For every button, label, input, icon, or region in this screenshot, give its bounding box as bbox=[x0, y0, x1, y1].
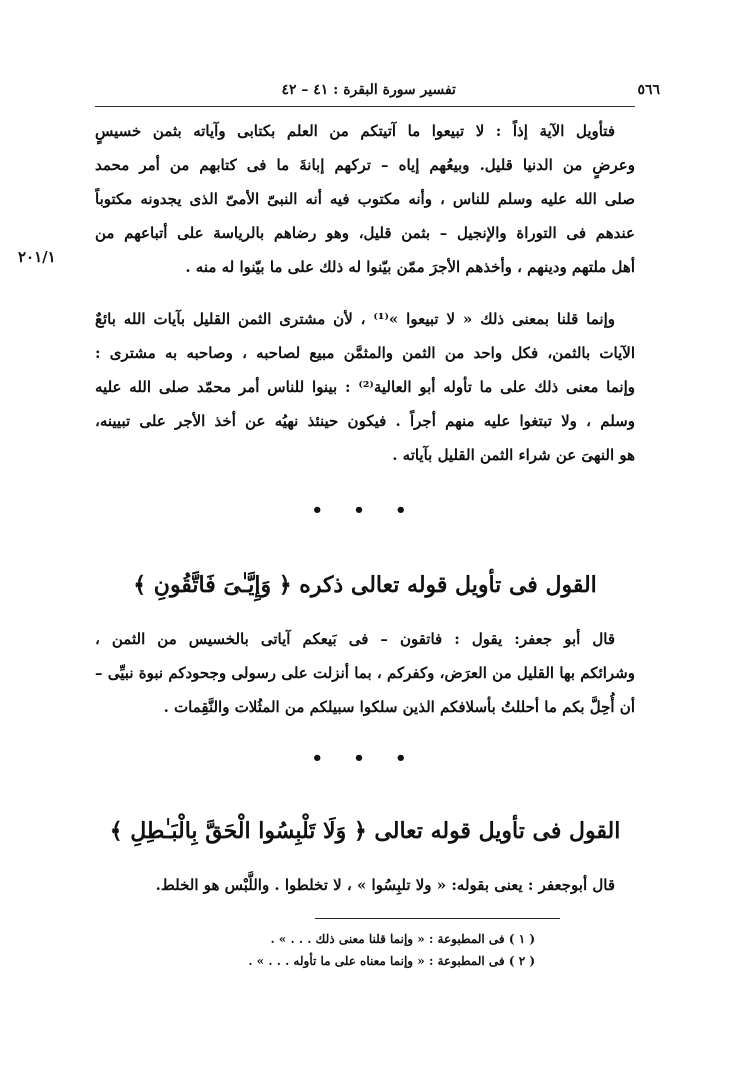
footnote-rule bbox=[315, 918, 560, 919]
text-line: وسلم ، ولا تبتغوا عليه منهم أجراً . فيكون حينئذ نهيُه عن أخذ الأجر على تبيينه، bbox=[95, 412, 635, 430]
text-line: هو النهىَ عن شراء الثمن القليل بآياته . bbox=[392, 446, 635, 464]
text-line: وشرائكم بها القليل من العرَض، وكفركم ، بما أنزلت على رسولى وجحودكم نبوة نبيِّى – bbox=[95, 664, 635, 682]
section-separator: • • • bbox=[311, 500, 419, 521]
margin-reference: ٢٠١/١ bbox=[18, 248, 56, 266]
section-separator: • • • bbox=[311, 748, 419, 769]
text-line: وعرضٍ من الدنيا قليل. وبيعُهم إياه – تركهم إبانةَ ما فى كتابهم من أمر محمد bbox=[95, 156, 635, 174]
text-line: فتأويل الآية إذاً : لا تبيعوا ما آتيتكم من العلم بكتابى وآياته بثمن خسيسٍ bbox=[95, 122, 615, 140]
running-title: تفسير سورة البقرة : ٤١ – ٤٢ bbox=[281, 82, 456, 98]
text-line: وإنما معنى ذلك على ما تأوله أبو العالية⁽²⁾ : بينوا للناس أمر محمّد صلى الله عليه bbox=[95, 378, 635, 396]
text-line: أن أُحِلَّ بكم ما أحللتُ بأسلافكم الذين سلكوا سبيلكم من المثُلات والنَّقِمات . bbox=[163, 698, 635, 716]
text-line: الآيات بالثمن، فكل واحد من الثمن والمثمَّن مبيع لصاحبه ، وصاحبه به مشترى : bbox=[95, 344, 635, 362]
text-line: وإنما قلنا بمعنى ذلك « لا تبيعوا »⁽¹⁾ ، لأن مشترى الثمن القليل بآيات الله بائعٌ bbox=[95, 310, 615, 328]
page-number: ٥٦٦ bbox=[637, 82, 660, 98]
text-line: قال أبو جعفر: يقول : فاتقون – فى بَيعكم آياتى بالخسيس من الثمن ، bbox=[95, 630, 615, 648]
text-line: قال أبوجعفر : يعنى بقوله: « ولا تلبِسُوا » ، لا تخلطوا . واللَّبْس هو الخلط. bbox=[155, 876, 615, 894]
footnote: ( ١ ) فى المطبوعة : « وإنما قلنا معنى ذلك . . . » . bbox=[270, 932, 535, 946]
text-line: عندهم فى التوراة والإنجيل – بثمن قليل، وهو رضاهم بالرياسة على أتباعهم من bbox=[95, 224, 635, 242]
header-rule bbox=[95, 106, 635, 107]
section-2-body bbox=[95, 868, 635, 902]
paragraph-1 bbox=[95, 114, 635, 284]
footnotes bbox=[200, 928, 535, 972]
section-1-body bbox=[95, 622, 635, 724]
paragraph-2 bbox=[95, 302, 635, 472]
running-header bbox=[70, 78, 660, 102]
text-line: أهل ملتهم ودينهم ، وأخذهم الأجرَ ممّن بيّنوا له ذلك على ما بيّنوا له منه . bbox=[185, 258, 635, 276]
section-heading: القول فى تأويل قوله تعالى ﴿ وَلَا تَلْبِسُوا الْحَقَّ بِالْبَـٰطِلِ ﴾ bbox=[109, 818, 621, 844]
footnote: ( ٢ ) فى المطبوعة : « وإنما معناه على ما تأوله . . . » . bbox=[248, 954, 535, 968]
text-line: صلى الله عليه وسلم للناس ، وأنه مكتوب فيه أنه النبىّ الأمىّ الذى يجدونه مكتوباً bbox=[95, 190, 635, 208]
section-heading: القول فى تأويل قوله تعالى ذكره ﴿ وَإِيَّـٰىَ فَاتَّقُونِ ﴾ bbox=[133, 572, 597, 598]
